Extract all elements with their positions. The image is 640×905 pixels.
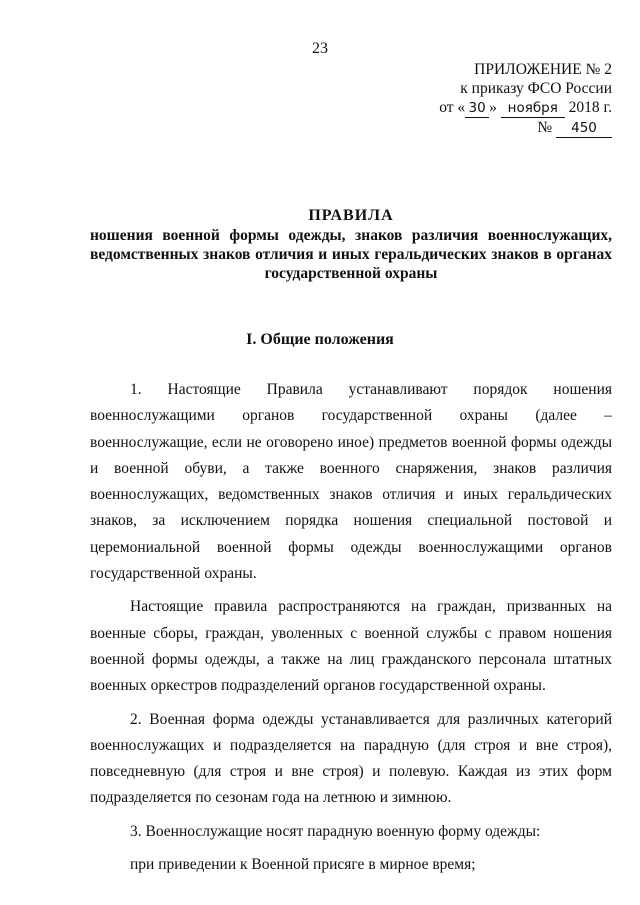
order-date [420, 98, 612, 118]
order-number [420, 118, 612, 138]
paragraph-5: при приведении к Военной присяге в мирное время; [130, 856, 476, 874]
document-title [90, 206, 612, 283]
order-reference: к приказу ФСО России [460, 80, 612, 97]
number-value: 450 [556, 120, 612, 138]
date-prefix: от « [439, 99, 466, 116]
appendix-header [420, 60, 612, 138]
page-number: 23 [312, 40, 328, 57]
section-heading: I. Общие положения [246, 331, 394, 348]
appendix-label: ПРИЛОЖЕНИЕ № 2 [474, 61, 612, 78]
title-main: ПРАВИЛА [308, 207, 394, 224]
paragraph-1: 1. Настоящие Правила устанавливают порядок ношения военнослужащими органов государственной охраны (далее – военнослужащие, если не оговорено иное) предметов военной формы одежды и военной обуви, а также военного снаряжения, знаков различия военнослужащих, ведомственных знаков отличия и иных геральдических знаков, за исключением порядка ношения специальной постовой и церемониальной военной формы одежды военнослужащими органов государственной охраны. [90, 381, 612, 583]
date-day: 30 [465, 100, 489, 118]
body-text [90, 377, 612, 885]
date-mid: » [489, 99, 497, 116]
paragraph-4: 3. Военнослужащие носят парадную военную форму одежды: [130, 822, 541, 840]
date-month: ноября [501, 100, 565, 118]
paragraph-2: Настоящие правила распространяются на граждан, призванных на военные сборы, граждан, уволенных с военной службы с правом ношения военной формы одежды, а также на лиц гражданского персонала штатных военных оркестров подразделений органов государственной охраны. [90, 598, 612, 695]
paragraph-3: 2. Военная форма одежды устанавливается для различных категорий военнослужащих и подразделяется на парадную (для строя и вне строя), повседневную (для строя и вне строя) и полевую. Каждая из этих форм подразделяется по сезонам года на летнюю и зимнюю. [90, 710, 612, 807]
date-year: 2018 г. [568, 99, 612, 116]
number-prefix: № [537, 119, 553, 136]
title-subtitle: ношения военной формы одежды, знаков различия военнослужащих, ведомственных знаков отличия и иных геральдических знаков в органах государственной охраны [90, 227, 612, 282]
